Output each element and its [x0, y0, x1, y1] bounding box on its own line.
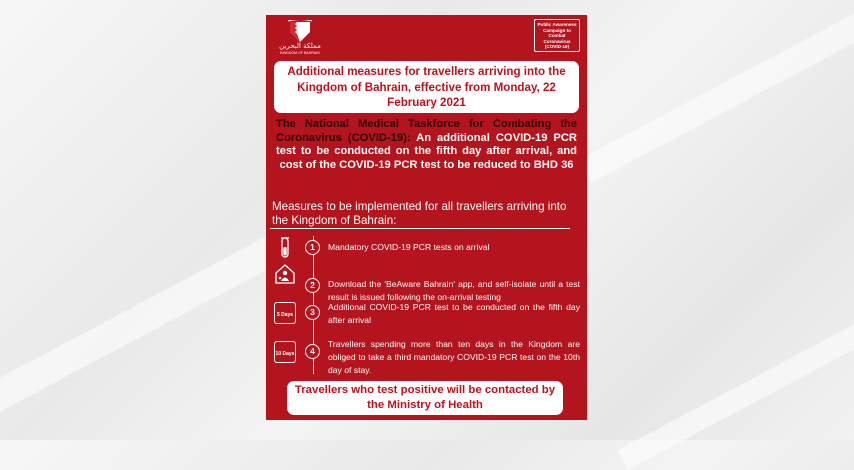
campaign-badge: Public Awareness Campaign to Combat Coronavirus (COVID-19): [534, 19, 580, 52]
measure-text: Travellers spending more than ten days in the Kingdom are obliged to take a third mandatory COVID-19 PCR test on the 10th day of stay.: [328, 339, 580, 375]
step-number: 4: [305, 344, 320, 359]
background-stripe: [617, 272, 854, 470]
government-arabic-name: مملكة البحرين: [279, 42, 321, 50]
footer-notice: Travellers who test positive will be contacted by the Ministry of Health: [287, 381, 563, 415]
step-number: 1: [305, 240, 320, 255]
measure-text: Additional COVID-19 PCR test to be conducted on the fifth day after arrival: [328, 302, 580, 325]
calendar-icon: [274, 302, 296, 324]
taskforce-name: The National Medical Taskforce for Combating the Coronavirus (COVID-19):: [276, 118, 577, 144]
divider: [270, 228, 570, 229]
calendar-label: 10 Days: [275, 350, 295, 357]
bahrain-emblem-icon: [286, 20, 314, 42]
government-english-name: KINGDOM OF BAHRAIN: [280, 51, 320, 55]
headline: Additional measures for travellers arriving into the Kingdom of Bahrain, effective from Monday, 22 February 2021: [274, 61, 579, 113]
measures-heading: Measures to be implemented for all travellers arriving into the Kingdom of Bahrain:: [272, 200, 567, 227]
test-tube-icon: [274, 237, 296, 259]
step-number: 2: [305, 278, 320, 293]
measure-text: Download the 'BeAware Bahrain' app, and self-isolate until a test result is issued following the on-arrival testing: [328, 279, 580, 302]
background-stripe: [578, 0, 854, 183]
calendar-icon: [274, 341, 296, 363]
home-isolation-icon: [274, 263, 296, 285]
announcement-text: An additional COVID-19 PCR test to be conducted on the fifth day after arrival, and cost of the COVID-19 PCR test to be reduced to BHD 36: [276, 131, 578, 171]
measure-text: Mandatory COVID-19 PCR tests on arrival: [328, 242, 490, 252]
step-number: 3: [305, 305, 320, 320]
covid-travel-poster: [266, 15, 587, 420]
taskforce-announcement: [276, 118, 577, 172]
calendar-label: 5 Days: [276, 311, 294, 318]
